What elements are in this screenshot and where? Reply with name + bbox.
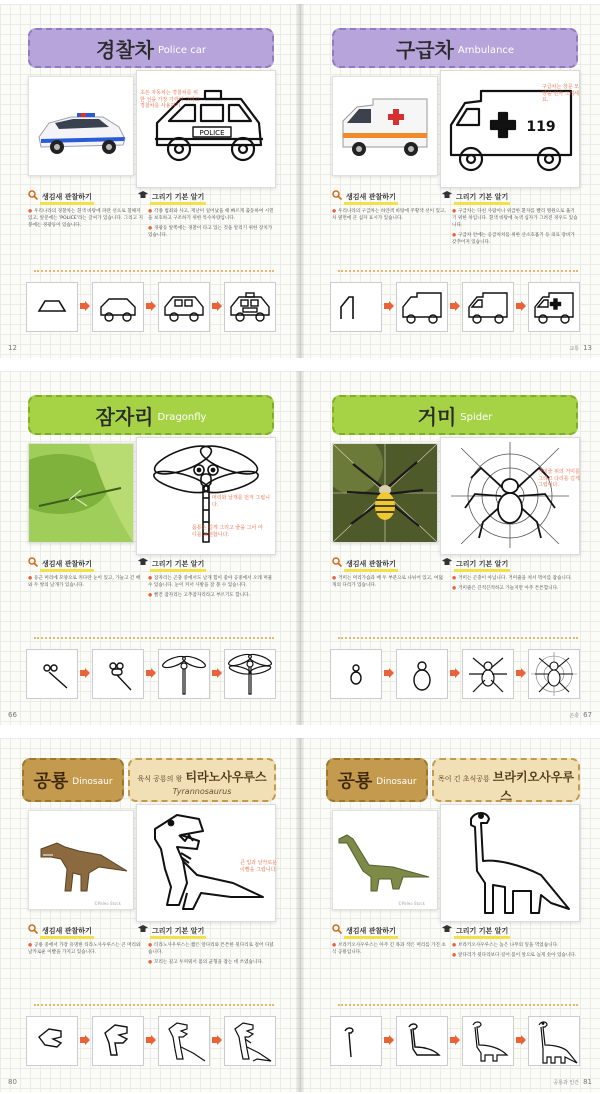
title-banner [28,28,274,68]
spread-insects [0,371,600,725]
basics-text: ● 티라노사우루스는 짧은 앞다리와 튼튼한 뒷다리로 걸어 다녔습니다. ● 꼬리는 길고 두꺼워서 몸의 균형을 잡는 데 쓰였습니다. [148,943,274,966]
observe-heading: 생김새 관찰하기 [40,559,94,572]
graduation-cap-icon [442,190,452,200]
spider-photo [332,443,438,543]
dotted-divider [338,270,578,272]
basics-paragraph-1: 잠자리는 곤충 중에서도 날개 힘이 좋아 공중에서 오래 머물 수 있습니다. 눈이 커서 사방을 잘 볼 수 있습니다. [148,576,273,589]
step-arrow-icon [450,1035,460,1045]
step-3-box [462,649,514,699]
step-sequence [330,649,576,701]
observe-heading: 생김새 관찰하기 [40,926,94,939]
basics-paragraph-1: 브라키오사우루스는 높은 나무의 잎을 먹었습니다. [458,943,559,948]
page-number: 80 [8,1078,17,1086]
drawing-basics-heading: 그리기 기본 알기 [454,926,510,939]
page-number: 12 [8,344,17,352]
dotted-divider [34,637,274,639]
page-number-value: 13 [583,344,592,352]
section-label: 공룡과 인간 [553,1080,580,1086]
step-4-box [224,649,276,699]
title-english: Spider [460,411,493,423]
police-sign-text: POLICE [199,129,225,137]
page-number [569,344,592,352]
magnifier-icon [332,557,342,567]
observe-paragraph: 공룡 중에서 가장 유명한 티라노사우루스는 큰 머리와 날카로운 이빨을 가지고 있습니다. [28,943,141,956]
step-2-box [92,649,144,699]
page-number [569,711,592,719]
title-banner [28,395,274,435]
step-4-box [528,282,580,332]
magnifier-icon [332,924,342,934]
observe-paragraph: 거미는 머리가슴과 배 두 부분으로 나뉘어 있고, 여덟 개의 다리가 있습니다. [332,576,443,589]
drawing-tip-note: 거미줄 위의 거미를 그리고 다리를 길게 그립니다. [538,469,580,488]
step-sequence [26,1016,272,1068]
dotted-divider [34,270,274,272]
step-sequence [26,649,272,701]
photo-credit: ©Paleo Stock [93,901,121,906]
observe-heading: 생김새 관찰하기 [344,559,398,572]
step-sequence [330,282,576,334]
basics-paragraph-2: 구급차 안에는 응급처치를 위한 산소호흡기 등 의료 장비가 갖추어져 있습니다. [452,233,575,246]
page-ambulance [304,4,600,358]
section-label: 교통 [569,346,580,352]
step-1-box [330,1016,382,1066]
magnifier-icon [28,557,38,567]
page-number-value: 81 [583,1078,592,1086]
title-english: Dinosaur [376,777,417,787]
step-2-box [396,649,448,699]
basics-paragraph-1: 티라노사우루스는 짧은 앞다리와 튼튼한 뒷다리로 걸어 다녔습니다. [148,943,274,956]
drawing-tip-note-2: 몸통은 길게 그리고 줄을 그어 마디를 표현합니다. [192,525,263,538]
graduation-cap-icon [442,924,452,934]
step-1-box [26,282,78,332]
page-spider [304,371,600,725]
step-1-box [26,1016,78,1066]
species-korean: 티라노사우루스 [185,770,267,784]
step-arrow-icon [516,668,526,678]
step-1-box [26,649,78,699]
drawing-basics-heading: 그리기 기본 알기 [454,559,510,572]
step-arrow-icon [384,1035,394,1045]
basics-text: ● 잠자리는 곤충 중에서도 날개 힘이 좋아 공중에서 오래 머물 수 있습니다. 눈이 커서 사방을 잘 볼 수 있습니다. ● 빨간 잠자리는 고추잠자리라고 부르기도 합니다. [148,576,273,599]
title-english: Police car [158,44,206,56]
magnifier-icon [28,190,38,200]
dotted-divider [34,1004,274,1006]
graduation-cap-icon [138,557,148,567]
step-arrow-icon [146,301,156,311]
drawing-basics-heading: 그리기 기본 알기 [150,192,206,205]
observe-heading: 생김새 관찰하기 [40,192,94,205]
basics-text: ● 구급차는 다친 사람이나 위급한 환자를 빨리 병원으로 옮기기 위한 차입니다. 흰색 바탕에 녹색 십자가 그려진 경우도 있습니다. ● 구급차 안에는 응급처치를 위한 산소호흡기 등 의료 장비가 갖추어져 있습니다. [452,209,578,246]
observe-text: ● 우리나라의 경찰차는 흰색 바탕에 파란 선으로 칠해져 있고, 앞문에는 'POLICE'라는 글씨가 있습니다. 그리고 지붕에는 경광등이 있습니다. [28,209,143,229]
drawing-tip-note: 큰 입과 날카로운 이빨을 그립니다. [240,860,277,873]
dragonfly-photo [28,443,134,543]
drawing-tip-note: 구급차는 창문 모양을 먼저 그리세요. [542,84,579,103]
police-car-drawing [136,70,276,188]
step-arrow-icon [450,301,460,311]
basics-paragraph-1: 거미는 곤충이 아닙니다. 거미줄을 쳐서 먹이를 잡습니다. [458,576,572,581]
title-banner [22,758,124,802]
basics-paragraph-1: 각종 범죄와 사고, 재난이 일어났을 때 빠르게 출동하여 시민을 보호하고 구조하기 위한 특수차량입니다. [148,209,274,222]
spread-dinosaurs [0,738,600,1092]
graduation-cap-icon [138,190,148,200]
step-2-box [396,1016,448,1066]
step-sequence [330,1016,576,1068]
title-korean: 거미 [417,404,457,429]
title-english: Ambulance [457,44,515,56]
graduation-cap-icon [442,557,452,567]
step-3-box [462,1016,514,1066]
brachiosaurus-drawing [440,804,580,922]
observe-paragraph: 우리나라의 경찰차는 흰색 바탕에 파란 선으로 칠해져 있고, 앞문에는 'POLICE'라는 글씨가 있습니다. 그리고 지붕에는 경광등이 있습니다. [28,209,143,229]
page-brachiosaurus [304,738,600,1092]
basics-text: ● 각종 범죄와 사고, 재난이 일어났을 때 빠르게 출동하여 시민을 보호하고 구조하기 위한 특수차량입니다. ● 경광등 앞쪽에는 경찰이 타고 있는 것을 알리기 위한 장치가 있습니다. [148,209,274,239]
book-gutter [296,4,304,358]
ambulance-number: 119 [526,119,556,135]
basics-paragraph-2: 거미줄은 끈적끈적하고 가늘지만 아주 튼튼합니다. [458,586,559,592]
title-korean: 공룡 [337,771,373,792]
basics-text: ● 브라키오사우루스는 높은 나무의 잎을 먹었습니다. ● 앞다리가 뒷다리보다 길어 몸이 앞으로 높게 솟아 있습니다. [452,943,577,959]
title-korean: 공룡 [33,771,69,792]
observe-paragraph: 둥근 머리에 모양으로 커다란 눈이 있고, 가늘고 긴 배와 두 쌍의 날개가 있습니다. [28,576,141,589]
title-banner [326,758,428,802]
observe-text: ● 공룡 중에서 가장 유명한 티라노사우루스는 큰 머리와 날카로운 이빨을 가지고 있습니다. [28,943,141,956]
basics-paragraph-1: 구급차는 다친 사람이나 위급한 환자를 빨리 병원으로 옮기기 위한 차입니다. 흰색 바탕에 녹색 십자가 그려진 경우도 있습니다. [452,209,578,229]
ambulance-photo [332,76,438,176]
drawing-basics-heading: 그리기 기본 알기 [454,192,510,205]
species-caption: 육식 공룡의 왕 [137,775,183,783]
spider-drawing [440,437,580,555]
step-arrow-icon [450,668,460,678]
observe-paragraph: 우리나라의 구급차는 하얀색 바탕에 주황색 선이 있고, 차 옆면에 큰 십자 표시가 있습니다. [332,209,446,222]
basics-paragraph-2: 꼬리는 길고 두꺼워서 몸의 균형을 잡는 데 쓰였습니다. [154,960,264,966]
magnifier-icon [332,190,342,200]
step-arrow-icon [516,1035,526,1045]
species-scientific: Tyrannosaurus [172,787,232,796]
brachiosaurus-photo [332,810,438,910]
basics-paragraph-2: 앞다리가 뒷다리보다 길어 몸이 앞으로 높게 솟아 있습니다. [458,953,577,959]
step-4-box [528,1016,580,1066]
step-3-box [158,1016,210,1066]
step-sequence [26,282,272,334]
step-arrow-icon [516,301,526,311]
dotted-divider [338,637,578,639]
tyrannosaurus-photo [28,810,134,910]
title-korean: 구급차 [395,37,454,62]
page-dragonfly [0,371,296,725]
species-korean: 브라키오사우루스 [492,770,574,803]
book-gutter [296,738,304,1092]
step-arrow-icon [146,668,156,678]
step-3-box [462,282,514,332]
basics-paragraph-2: 경광등 앞쪽에는 경찰이 타고 있는 것을 알리기 위한 장치가 있습니다. [148,226,273,239]
section-label: 곤충 [569,713,580,719]
observe-paragraph: 브라키오사우루스는 아주 긴 목과 작은 머리를 가진 초식 공룡입니다. [332,943,446,956]
species-banner [128,758,276,802]
title-korean: 잠자리 [95,404,154,429]
title-banner [332,28,578,68]
photo-credit: ©Paleo Stock [397,901,425,906]
title-banner [332,395,578,435]
observe-text: ● 거미는 머리가슴과 배 두 부분으로 나뉘어 있고, 여덟 개의 다리가 있습니다. [332,576,443,589]
step-1-box [330,282,382,332]
spread-vehicles [0,4,600,358]
species-banner [432,758,580,802]
step-2-box [92,1016,144,1066]
step-arrow-icon [80,301,90,311]
title-korean: 경찰차 [96,37,155,62]
police-car-photo [28,76,134,176]
step-4-box [224,282,276,332]
dotted-divider [338,1004,578,1006]
step-arrow-icon [80,668,90,678]
page-number [553,1078,592,1086]
title-english: Dragonfly [157,411,207,423]
step-arrow-icon [212,668,222,678]
step-1-box [330,649,382,699]
observe-heading: 생김새 관찰하기 [344,192,398,205]
page-number: 66 [8,711,17,719]
title-english: Dinosaur [72,777,113,787]
step-4-box [224,1016,276,1066]
step-2-box [92,282,144,332]
page-tyrannosaurus [0,738,296,1092]
step-arrow-icon [212,301,222,311]
step-4-box [528,649,580,699]
step-3-box [158,282,210,332]
step-arrow-icon [384,668,394,678]
drawing-basics-heading: 그리기 기본 알기 [150,926,206,939]
graduation-cap-icon [138,924,148,934]
drawing-basics-heading: 그리기 기본 알기 [150,559,206,572]
step-3-box [158,649,210,699]
step-2-box [396,282,448,332]
observe-heading: 생김새 관찰하기 [344,926,398,939]
page-number-value: 67 [583,711,592,719]
book-gutter [296,371,304,725]
step-arrow-icon [384,301,394,311]
drawing-tip-note-1: 머리와 날개를 먼저 그립니다. [212,495,270,508]
observe-text: ● 브라키오사우루스는 아주 긴 목과 작은 머리를 가진 초식 공룡입니다. [332,943,446,956]
step-arrow-icon [212,1035,222,1045]
observe-text: ● 우리나라의 구급차는 하얀색 바탕에 주황색 선이 있고, 차 옆면에 큰 십자 표시가 있습니다. [332,209,446,222]
basics-paragraph-2: 빨간 잠자리는 고추잠자리라고 부르기도 합니다. [154,593,251,599]
drawing-tip-note: 초든 자동차는 경찰차를 위한 선을 가장 가까이 그리고 경찰차를 사용하기. [140,90,200,109]
species-caption: 목이 긴 초식공룡 [438,775,490,783]
magnifier-icon [28,924,38,934]
basics-text: ● 거미는 곤충이 아닙니다. 거미줄을 쳐서 먹이를 잡습니다. ● 거미줄은 끈적끈적하고 가늘지만 아주 튼튼합니다. [452,576,572,592]
observe-text: ● 둥근 머리에 모양으로 커다란 눈이 있고, 가늘고 긴 배와 두 쌍의 날개가 있습니다. [28,576,141,589]
step-arrow-icon [146,1035,156,1045]
page-police-car [0,4,296,358]
step-arrow-icon [80,1035,90,1045]
